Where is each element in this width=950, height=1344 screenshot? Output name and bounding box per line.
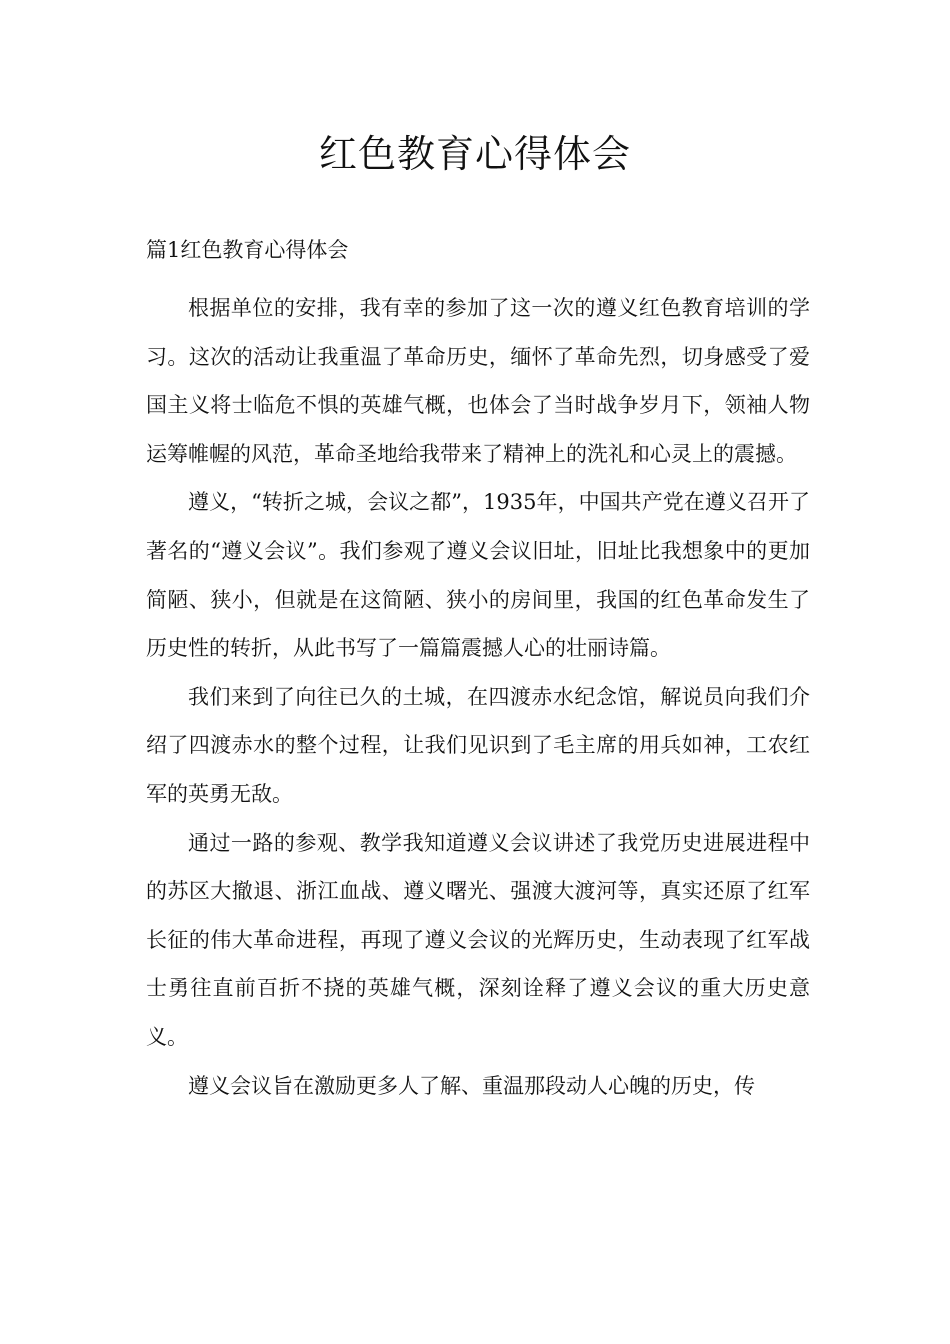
document-body: [146, 284, 810, 1110]
paragraph-5: 遵义会议旨在激励更多人了解、重温那段动人心魄的历史，传: [188, 1073, 755, 1098]
paragraph-2: 遵义，“转折之城，会议之都”，1935年，中国共产党在遵义召开了著名的“遵义会议”。我们参观了遵义会议旧址，旧址比我想象中的更加简陋、狭小，但就是在这简陋、狭小的房间里，我国的红色革命发生了历史性的转折，从此书写了一篇篇震撼人心的壮丽诗篇。: [146, 490, 810, 661]
document-title: 红色教育心得体会: [318, 132, 631, 176]
paragraph-3: 我们来到了向往已久的土城，在四渡赤水纪念馆，解说员向我们介绍了四渡赤水的整个过程，让我们见识到了毛主席的用兵如神，工农红军的英勇无敌。: [146, 684, 810, 806]
paragraph-4: 通过一路的参观、教学我知道遵义会议讲述了我党历史进展进程中的苏区大撤退、浙江血战、遵义曙光、强渡大渡河等，真实还原了红军长征的伟大革命进程，再现了遵义会议的光辉历史，生动表现了红军战士勇往直前百折不挠的英雄气概，深刻诠释了遵义会议的重大历史意义。: [146, 830, 810, 1049]
paragraph-1: 根据单位的安排，我有幸的参加了这一次的遵义红色教育培训的学习。这次的活动让我重温了革命历史，缅怀了革命先烈，切身感受了爱国主义将士临危不惧的英雄气概，也体会了当时战争岁月下，领袖人物运筹帷幄的风范，革命圣地给我带来了精神上的洗礼和心灵上的震撼。: [146, 296, 810, 466]
section-heading: 篇1红色教育心得体会: [146, 238, 349, 262]
